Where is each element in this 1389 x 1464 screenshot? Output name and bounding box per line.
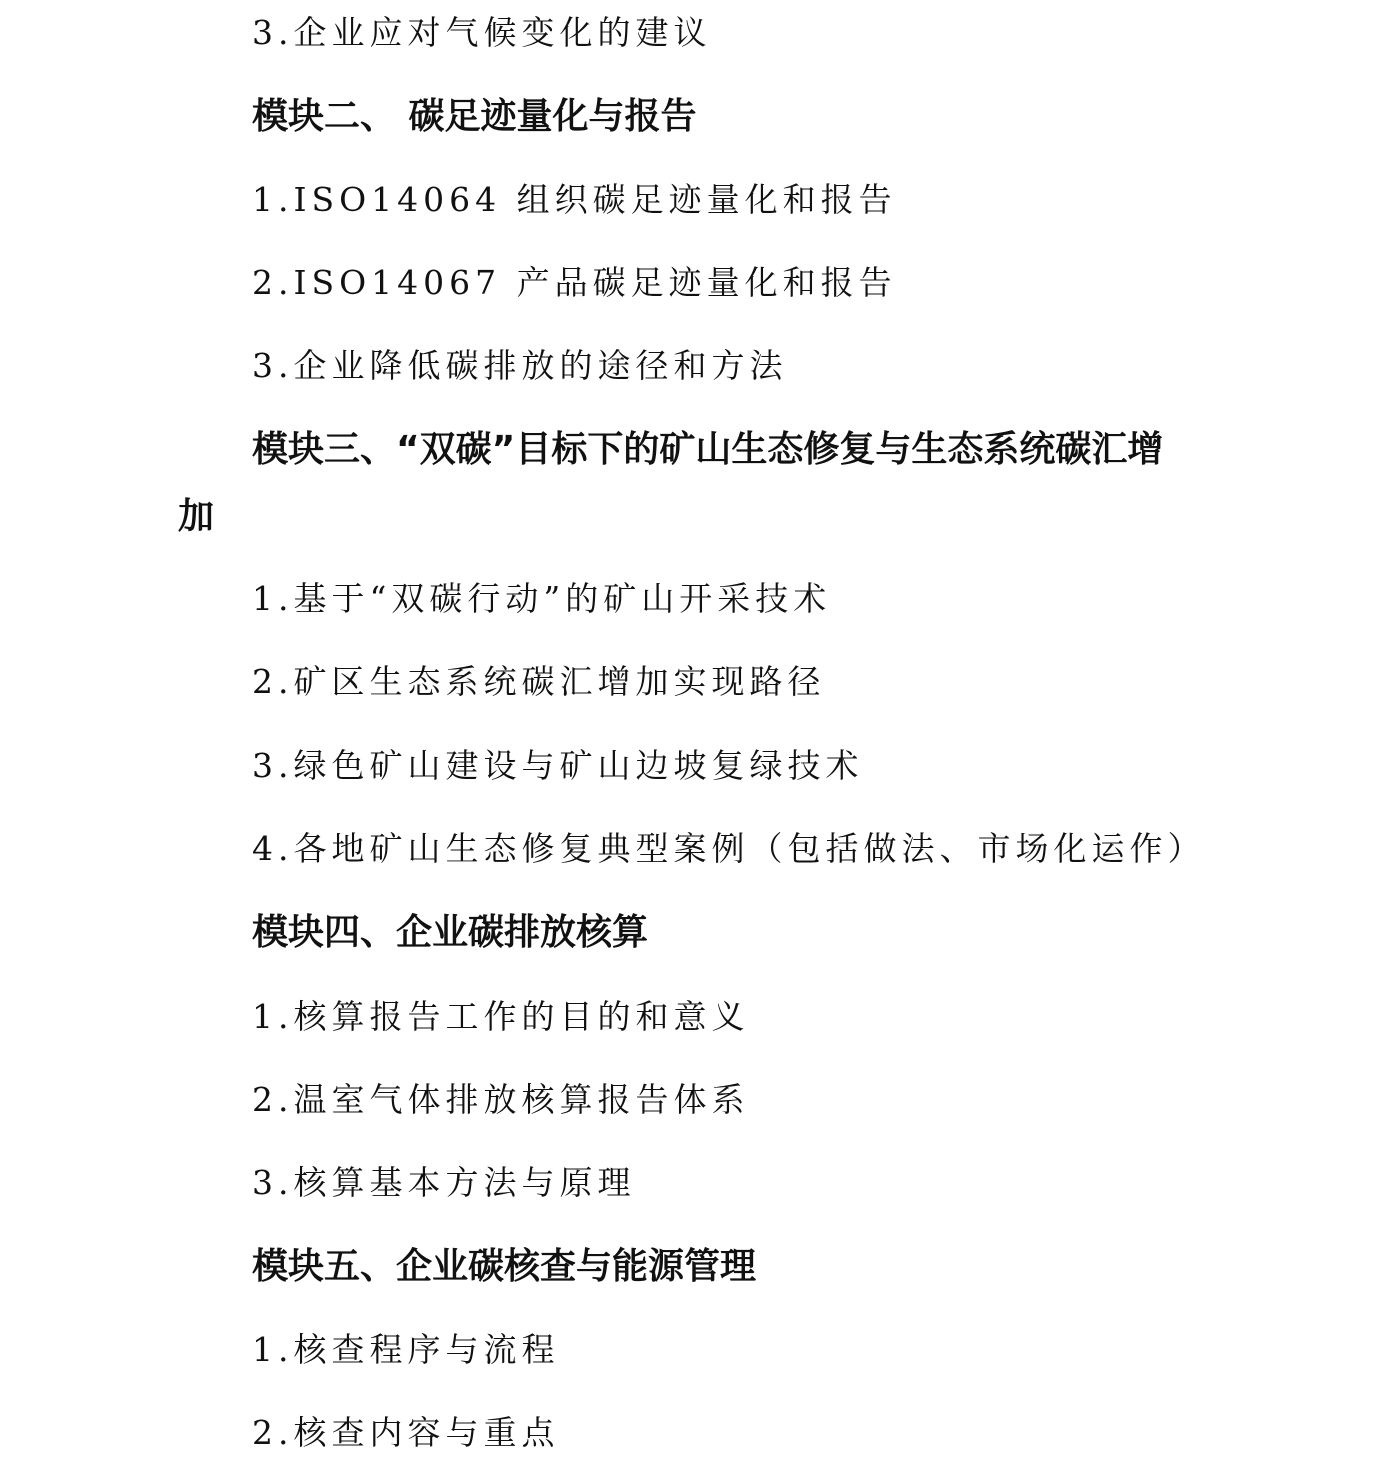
module1-item-3: 3.企业应对气候变化的建议 [252,13,712,52]
module2-item-1: 1.ISO14064 组织碳足迹量化和报告 [252,180,897,219]
module4-item-3: 3.核算基本方法与原理 [252,1163,636,1202]
module3-item-3: 3.绿色矿山建设与矿山边坡复绿技术 [252,746,864,785]
module4-item-2: 2.温室气体排放核算报告体系 [252,1080,750,1119]
module3-heading-continued: 加 [178,496,215,537]
module3-item-1: 1.基于“双碳行动”的矿山开采技术 [252,579,832,618]
module2-heading: 模块二、 碳足迹量化与报告 [252,96,697,137]
module3-heading: 模块三、“双碳”目标下的矿山生态修复与生态系统碳汇增 [252,429,1164,470]
module5-heading: 模块五、企业碳核查与能源管理 [252,1246,757,1287]
module4-heading: 模块四、企业碳排放核算 [252,912,649,953]
module3-item-4: 4.各地矿山生态修复典型案例（包括做法、市场化运作） [252,829,1206,868]
module2-item-2: 2.ISO14067 产品碳足迹量化和报告 [252,263,897,302]
module4-item-1: 1.核算报告工作的目的和意义 [252,997,750,1036]
module3-item-2: 2.矿区生态系统碳汇增加实现路径 [252,662,826,701]
module5-item-1: 1.核查程序与流程 [252,1330,560,1369]
module2-item-3: 3.企业降低碳排放的途径和方法 [252,346,788,385]
module5-item-2: 2.核查内容与重点 [252,1413,560,1452]
